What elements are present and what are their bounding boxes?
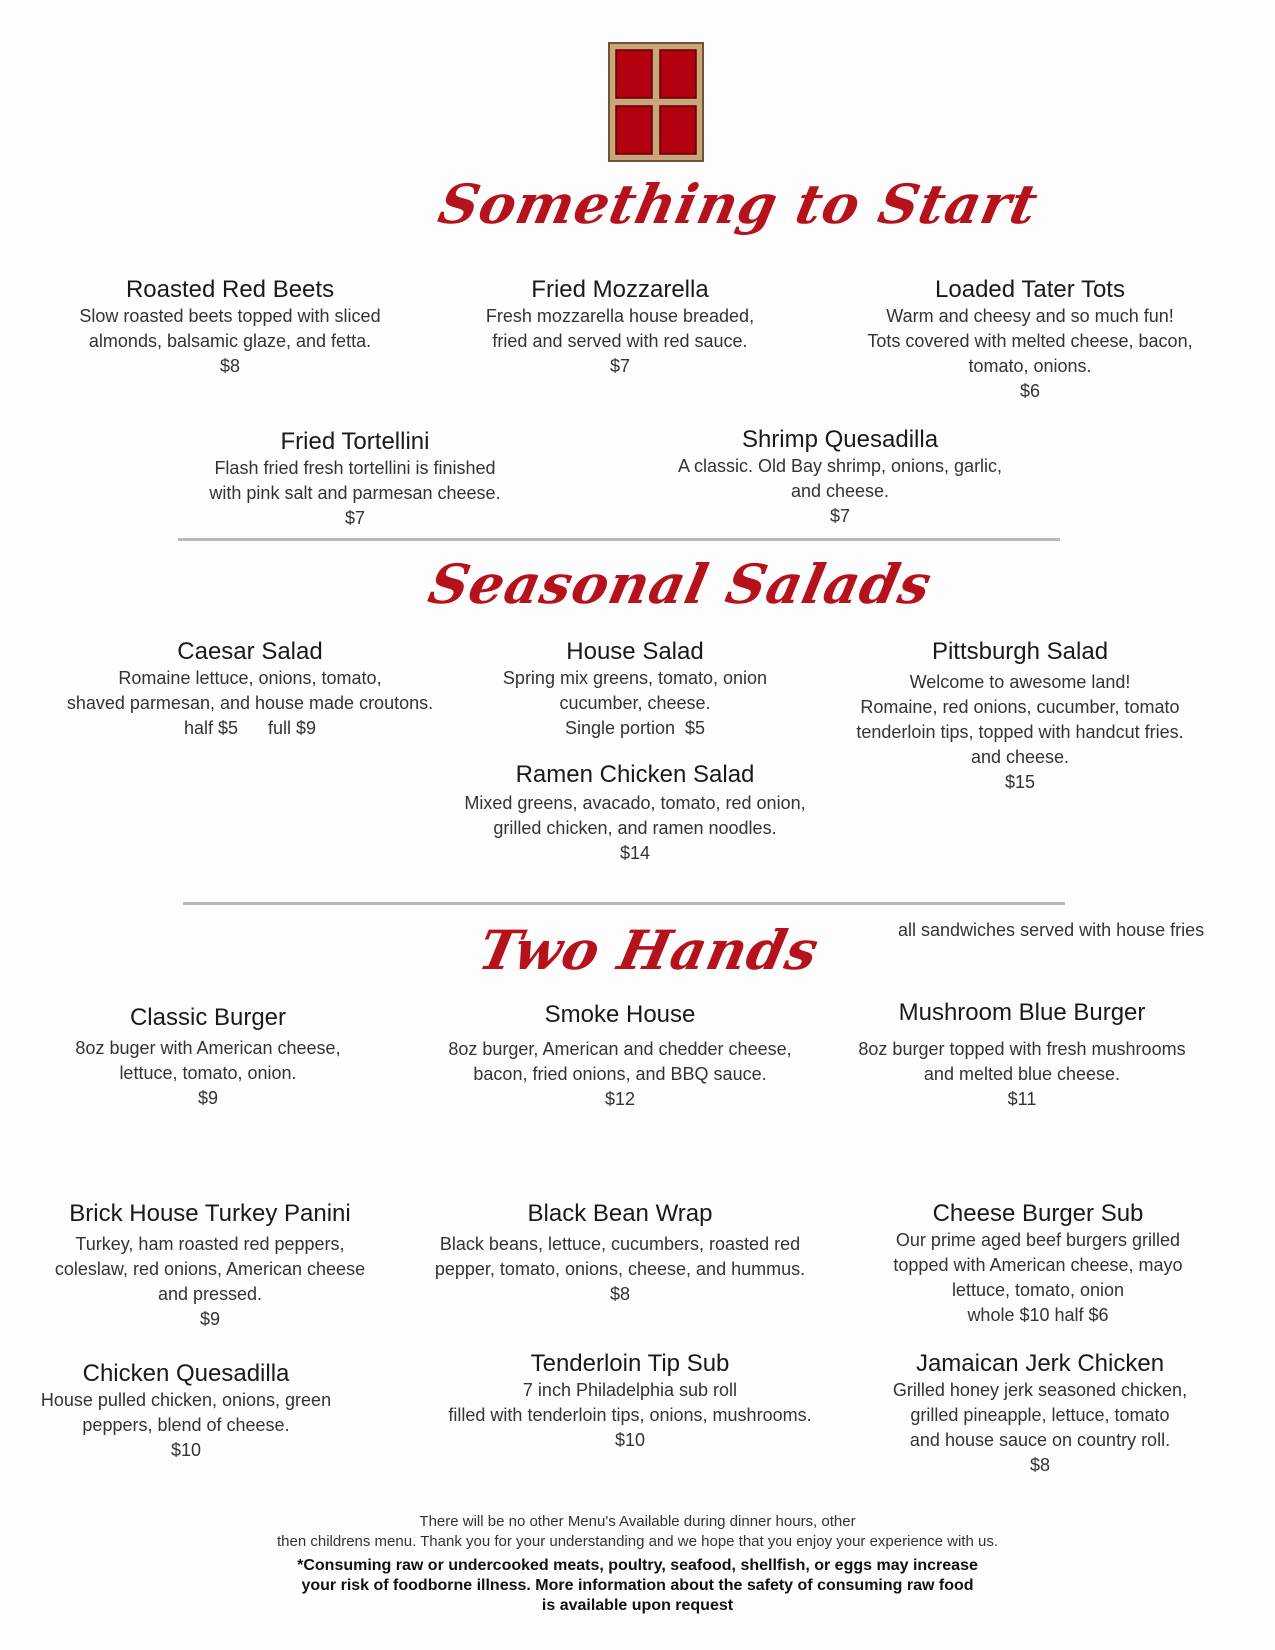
- item-name: Ramen Chicken Salad: [515, 761, 755, 788]
- menu-item: [8, 1004, 408, 1111]
- item-name: Roasted Red Beets: [125, 276, 335, 303]
- item-price: $10: [614, 1430, 646, 1450]
- item-name: Jamaican Jerk Chicken: [915, 1350, 1165, 1377]
- item-price: $8: [219, 356, 241, 376]
- item-desc: Flash fried fresh tortellini is finished: [214, 458, 496, 478]
- item-name: Loaded Tater Tots: [935, 276, 1125, 303]
- item-desc: Black beans, lettuce, cucumbers, roasted red: [439, 1234, 801, 1254]
- item-price: Single portion $5: [564, 718, 706, 738]
- menu-item: [420, 276, 820, 379]
- menu-item: [420, 1200, 820, 1307]
- section-title-hands: Two Hands: [473, 918, 825, 982]
- menu-item: [435, 761, 835, 866]
- item-desc: and cheese.: [970, 747, 1070, 767]
- item-price: $12: [604, 1089, 636, 1109]
- item-desc: Romaine, red onions, cucumber, tomato: [860, 697, 1180, 717]
- item-desc: and house sauce on country roll.: [909, 1430, 1171, 1450]
- item-price: $14: [619, 843, 651, 863]
- item-desc: Our prime aged beef burgers grilled: [895, 1230, 1181, 1250]
- item-price: $9: [199, 1309, 221, 1329]
- item-desc: fried and served with red sauce.: [492, 331, 748, 351]
- footer-disclaimer: then childrens menu. Thank you for your understanding and we hope that you enjoy your experience with us.: [276, 1533, 998, 1550]
- item-desc: tomato, onions.: [968, 356, 1092, 376]
- item-price: $7: [829, 506, 851, 526]
- food-safety-warning: is available upon request: [541, 1597, 734, 1614]
- item-desc: and melted blue cheese.: [923, 1064, 1121, 1084]
- item-desc: almonds, balsamic glaze, and fetta.: [88, 331, 372, 351]
- item-name: Caesar Salad: [177, 638, 323, 665]
- item-price: $6: [1019, 381, 1041, 401]
- item-name: Fried Mozzarella: [531, 276, 709, 303]
- menu-item: [410, 1350, 850, 1453]
- item-price: $7: [609, 356, 631, 376]
- item-desc: Welcome to awesome land!: [909, 672, 1131, 692]
- item-price: $8: [1029, 1455, 1051, 1475]
- item-desc: Mixed greens, avacado, tomato, red onion,: [464, 793, 806, 813]
- menu-item: [10, 1200, 410, 1332]
- item-desc: Turkey, ham roasted red peppers,: [75, 1234, 345, 1254]
- item-desc: filled with tenderloin tips, onions, mushrooms.: [448, 1405, 812, 1425]
- menu-item: [838, 1200, 1238, 1328]
- item-desc: grilled pineapple, lettuce, tomato: [910, 1405, 1170, 1425]
- item-price: half $5 full $9: [183, 718, 317, 738]
- item-desc: peppers, blend of cheese.: [82, 1415, 290, 1435]
- section-title-start: Something to Start: [433, 172, 1044, 236]
- item-desc: 8oz buger with American cheese,: [75, 1038, 341, 1058]
- item-desc: lettuce, tomato, onion.: [119, 1063, 297, 1083]
- item-desc: coleslaw, red onions, American cheese: [54, 1259, 366, 1279]
- food-safety-warning: your risk of foodborne illness. More information about the safety of consuming raw food: [301, 1577, 974, 1594]
- item-name: Brick House Turkey Panini: [69, 1200, 351, 1227]
- item-price: $9: [197, 1088, 219, 1108]
- menu-item: [420, 1001, 820, 1112]
- menu-item: [0, 1360, 386, 1463]
- menu-item: [435, 638, 835, 741]
- item-desc: grilled chicken, and ramen noodles.: [493, 818, 777, 838]
- item-name: House Salad: [566, 638, 704, 665]
- item-desc: tenderloin tips, topped with handcut fries.: [856, 722, 1184, 742]
- menu-item: [830, 1350, 1250, 1478]
- item-price: $15: [1004, 772, 1036, 792]
- menu-item: [820, 638, 1220, 795]
- item-desc: Slow roasted beets topped with sliced: [79, 306, 381, 326]
- item-name: Pittsburgh Salad: [931, 638, 1109, 665]
- menu-item: [40, 638, 460, 741]
- item-desc: Grilled honey jerk seasoned chicken,: [892, 1380, 1188, 1400]
- section-divider: [178, 538, 1060, 541]
- item-desc: Spring mix greens, tomato, onion: [502, 668, 768, 688]
- item-desc: and pressed.: [157, 1284, 263, 1304]
- menu-item: [155, 428, 555, 531]
- item-desc: A classic. Old Bay shrimp, onions, garlic,: [677, 456, 1003, 476]
- item-desc: pepper, tomato, onions, cheese, and hummus.: [434, 1259, 806, 1279]
- item-price: whole $10 half $6: [967, 1305, 1109, 1325]
- item-desc: 7 inch Philadelphia sub roll: [522, 1380, 738, 1400]
- footer-disclaimer: There will be no other Menu's Available during dinner hours, other: [419, 1513, 856, 1530]
- item-desc: bacon, fried onions, and BBQ sauce.: [473, 1064, 767, 1084]
- item-desc: Warm and cheesy and so much fun!: [886, 306, 1174, 326]
- item-desc: with pink salt and parmesan cheese.: [209, 483, 501, 503]
- item-price: $7: [344, 508, 366, 528]
- item-name: Black Bean Wrap: [527, 1200, 713, 1227]
- item-desc: lettuce, tomato, onion: [951, 1280, 1125, 1300]
- item-name: Smoke House: [544, 1001, 696, 1028]
- item-desc: 8oz burger, American and chedder cheese,: [448, 1039, 792, 1059]
- item-name: Shrimp Quesadilla: [741, 426, 939, 453]
- item-desc: cucumber, cheese.: [559, 693, 711, 713]
- item-desc: topped with American cheese, mayo: [893, 1255, 1183, 1275]
- menu-item: [822, 999, 1222, 1112]
- section-title-salads: Seasonal Salads: [423, 552, 938, 616]
- menu-item: [630, 426, 1050, 529]
- menu-item: [30, 276, 430, 379]
- item-name: Fried Tortellini: [280, 428, 430, 455]
- section-divider: [183, 902, 1065, 905]
- sandwich-note: all sandwiches served with house fries: [898, 920, 1205, 940]
- item-desc: 8oz burger topped with fresh mushrooms: [858, 1039, 1186, 1059]
- menu-item: [830, 276, 1230, 404]
- item-price: $8: [609, 1284, 631, 1304]
- footer: [0, 1512, 1275, 1616]
- item-desc: Tots covered with melted cheese, bacon,: [867, 331, 1193, 351]
- item-desc: House pulled chicken, onions, green: [40, 1390, 332, 1410]
- item-name: Cheese Burger Sub: [932, 1200, 1144, 1227]
- item-price: $11: [1007, 1089, 1037, 1109]
- item-name: Classic Burger: [129, 1004, 287, 1031]
- item-desc: and cheese.: [790, 481, 890, 501]
- item-price: $10: [170, 1440, 202, 1460]
- item-name: Tenderloin Tip Sub: [530, 1350, 730, 1377]
- item-name: Chicken Quesadilla: [82, 1360, 290, 1387]
- food-safety-warning: *Consuming raw or undercooked meats, poultry, seafood, shellfish, or eggs may increase: [297, 1557, 978, 1574]
- item-desc: shaved parmesan, and house made croutons.: [66, 693, 434, 713]
- window-logo-icon: [608, 42, 704, 162]
- item-desc: Fresh mozzarella house breaded,: [485, 306, 755, 326]
- item-desc: Romaine lettuce, onions, tomato,: [118, 668, 382, 688]
- item-name: Mushroom Blue Burger: [898, 999, 1146, 1026]
